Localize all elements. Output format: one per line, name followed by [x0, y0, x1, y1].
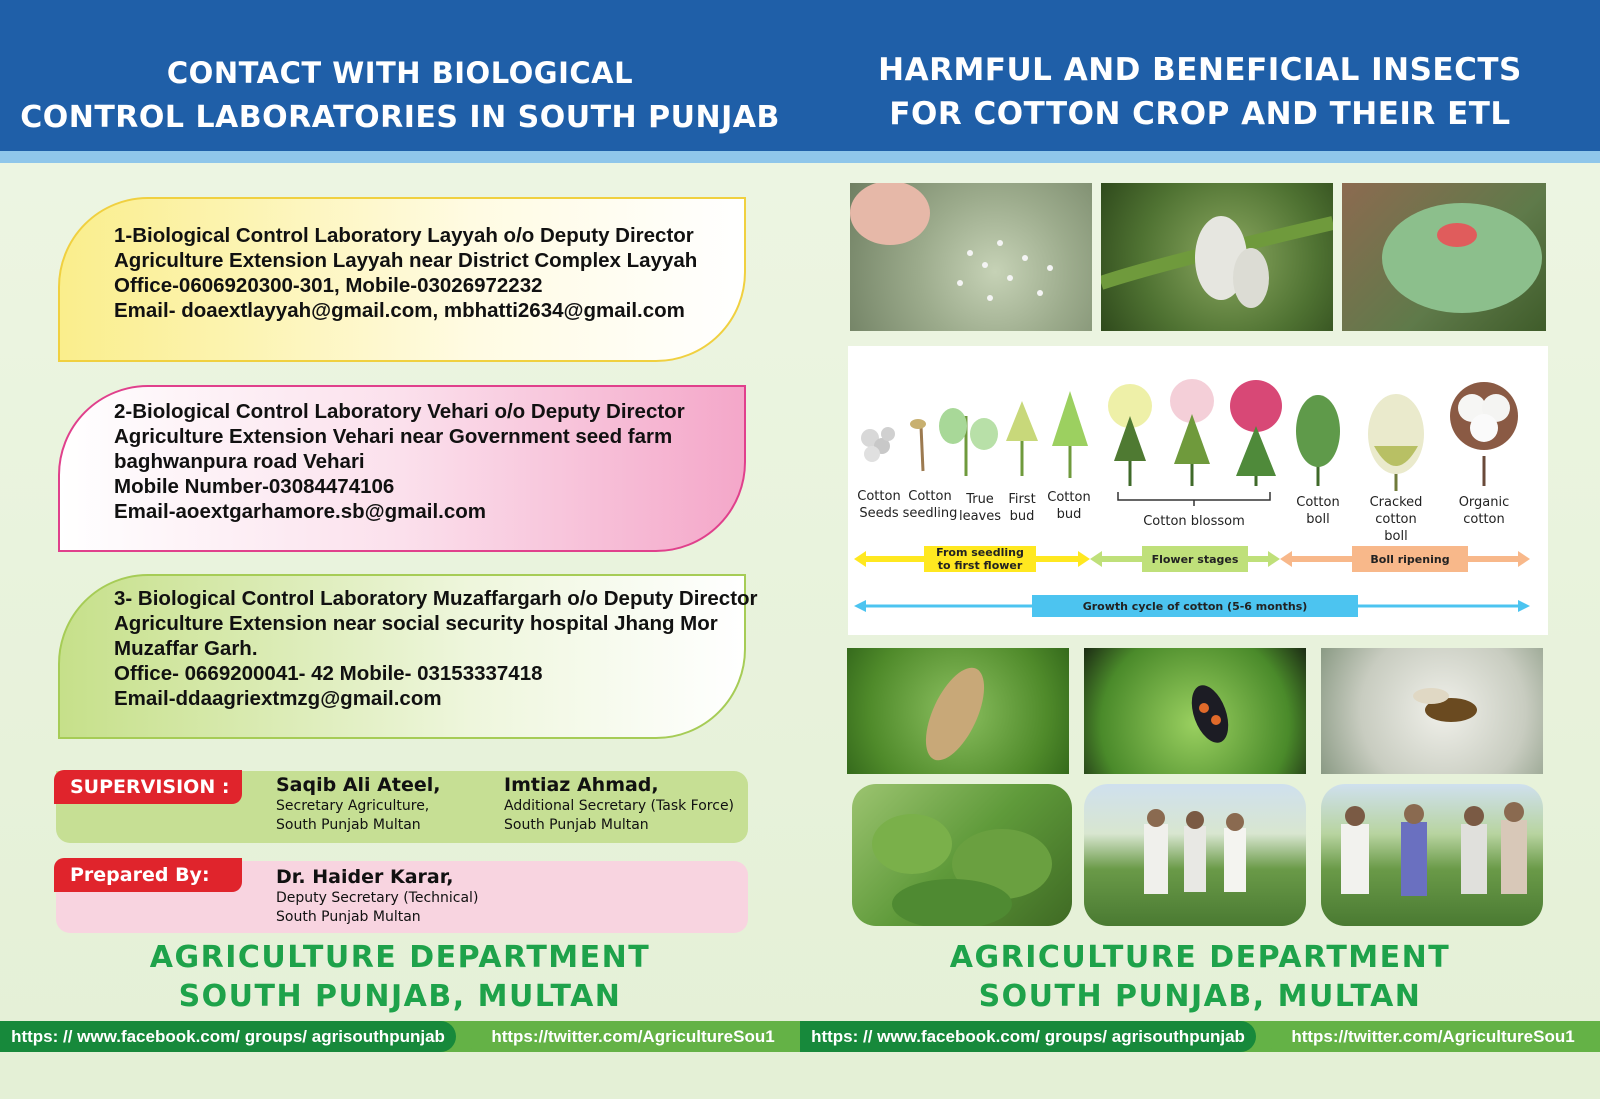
stage-line: True: [966, 492, 994, 507]
organic-cotton-icon: [1450, 382, 1518, 486]
supervisor-secretary: [276, 773, 440, 835]
lab-line: Email-ddaagriextmzg@gmail.com: [114, 687, 442, 710]
first-bud-icon: [1006, 401, 1038, 476]
department-title-line2: SOUTH PUNJAB, MULTAN: [978, 979, 1422, 1014]
lab-line: Agriculture Extension Layyah near District Complex Layyah: [114, 249, 698, 272]
stage-line: bud: [1056, 507, 1082, 522]
blossom-pink-icon: [1170, 379, 1214, 486]
lab-card-muzaffargarh: [58, 574, 758, 739]
ladybird-larva-photo: [1084, 648, 1306, 774]
stage-line: First: [1008, 492, 1036, 507]
supervisor-additional-secretary: [504, 773, 734, 835]
lacewing-illustration: [847, 648, 1069, 774]
lab-line: Agriculture Extension Vehari near Government seed farm: [114, 425, 673, 448]
social-links-bar: [0, 1021, 800, 1052]
header-stripe: [0, 151, 800, 163]
syrphid-illustration: [1321, 648, 1543, 774]
person-title: Additional Secretary (Task Force): [504, 798, 735, 814]
department-title-line1: AGRICULTURE DEPARTMENT: [149, 940, 651, 975]
stage-line: Seeds: [859, 506, 899, 521]
supervision-label: SUPERVISION :: [54, 770, 242, 804]
stage-label-blossom: Cotton blossom: [1143, 514, 1245, 529]
department-title-line2: SOUTH PUNJAB, MULTAN: [178, 979, 622, 1014]
lab-line: Mobile Number-03084474106: [114, 475, 395, 498]
department-title-line1: AGRICULTURE DEPARTMENT: [949, 940, 1451, 975]
cotton-growth-cycle-diagram: [848, 346, 1548, 635]
field-visit-illustration: [1084, 784, 1306, 926]
stage-line: cotton: [1375, 512, 1417, 527]
growth-cycle-label: Growth cycle of cotton (5-6 months): [1032, 595, 1358, 617]
person-name: Dr. Haider Karar,: [276, 866, 454, 888]
person-name: Saqib Ali Ateel,: [276, 774, 441, 796]
lab-line: Muzaffar Garh.: [114, 637, 258, 660]
seedling-band-label: [924, 546, 1036, 572]
left-header-title-line2: CONTROL LABORATORIES IN SOUTH PUNJAB: [20, 100, 780, 135]
social-links-bar: [800, 1021, 1600, 1052]
lab-line: Email- doaextlayyah@gmail.com, mbhatti2634@gmail.com: [114, 299, 685, 322]
blossom-bracket: [848, 492, 1548, 512]
lab-card-vehari: [58, 385, 746, 552]
person-office: South Punjab Multan: [276, 909, 421, 925]
person-name: Imtiaz Ahmad,: [504, 774, 659, 796]
stage-line: Cotton: [1047, 490, 1091, 505]
mealybug-illustration: [1101, 183, 1333, 331]
facebook-link[interactable]: https: // www.facebook.com/ groups/ agrisouthpunjab: [0, 1021, 456, 1052]
stage-line: Organic: [1458, 495, 1510, 510]
lab-card-layyah: [58, 197, 746, 362]
field-inspection-photo: [1321, 784, 1543, 926]
syrphid-fly-photo: [1321, 648, 1543, 774]
lab-line: baghwanpura road Vehari: [114, 450, 365, 473]
lab-line: 3- Biological Control Laboratory Muzaffargarh o/o Deputy Director: [114, 587, 758, 610]
stage-line: boll: [1306, 512, 1330, 527]
lab-line: Office-0606920300-301, Mobile-03026972232: [114, 274, 543, 297]
person-title: Deputy Secretary (Technical): [276, 890, 479, 906]
left-header: [0, 0, 800, 151]
twitter-link[interactable]: https://twitter.com/AgricultureSou1: [1266, 1021, 1600, 1052]
stage-line: leaves: [958, 509, 1002, 524]
blossom-red-icon: [1230, 380, 1282, 486]
facebook-link[interactable]: https: // www.facebook.com/ groups/ agrisouthpunjab: [800, 1021, 1256, 1052]
lab-line: Email-aoextgarhamore.sb@gmail.com: [114, 500, 487, 523]
stage-label-organic: [1448, 494, 1520, 528]
whitefly-on-leaf-photo: [850, 183, 1092, 331]
whitefly-illustration: [850, 183, 1092, 331]
stage-line: boll: [1384, 529, 1408, 544]
person-title: Secretary Agriculture,: [276, 798, 430, 814]
ladybird-larva-illustration: [1084, 648, 1306, 774]
stage-line: bud: [1009, 509, 1035, 524]
field-visit-group-photo: [1084, 784, 1306, 926]
flower-band-label: Flower stages: [1142, 546, 1248, 572]
cracked-boll-icon: [1368, 394, 1424, 491]
bollworm-illustration: [1342, 183, 1546, 331]
field-inspection-illustration: [1321, 784, 1543, 926]
right-header-title-line1: HARMFUL AND BENEFICIAL INSECTS: [878, 52, 1522, 88]
left-header-title-line1: CONTACT WITH BIOLOGICAL: [166, 56, 634, 90]
right-header-title-line2: FOR COTTON CROP AND THEIR ETL: [889, 96, 1511, 132]
cotton-seeds-icon: [861, 427, 895, 462]
header-stripe: [800, 151, 1600, 163]
cotton-plants-illustration: [852, 784, 1072, 926]
true-leaves-icon: [939, 408, 998, 476]
lab-line: 2-Biological Control Laboratory Vehari o/o Deputy Director: [114, 400, 685, 423]
person-office: South Punjab Multan: [504, 817, 649, 833]
lab-line: Office- 0669200041- 42 Mobile- 03153337418: [114, 662, 543, 685]
blossom-yellow-icon: [1108, 384, 1152, 486]
lab-line: Agriculture Extension near social security hospital Jhang Mor: [114, 612, 718, 635]
cotton-bud-icon: [1052, 391, 1088, 478]
stage-line: Cotton: [1296, 495, 1340, 510]
stage-line: Cotton: [857, 489, 901, 504]
right-header: [800, 0, 1600, 151]
stage-line: Cracked: [1369, 495, 1423, 510]
seedling-icon: [910, 419, 926, 471]
lacewing-larva-photo: [847, 648, 1069, 774]
stage-line: cotton: [1463, 512, 1505, 527]
stage-label-cracked-boll: [1362, 494, 1430, 545]
stage-line: seedling: [902, 506, 958, 521]
lab-line: 1-Biological Control Laboratory Layyah o/o Deputy Director: [114, 224, 694, 247]
preparer: [276, 865, 478, 927]
twitter-link[interactable]: https://twitter.com/AgricultureSou1: [466, 1021, 800, 1052]
cotton-field-plants-photo: [852, 784, 1072, 926]
cotton-boll-icon: [1296, 395, 1340, 486]
person-office: South Punjab Multan: [276, 817, 421, 833]
stage-line: Cotton: [908, 489, 952, 504]
band-line: From seedling: [936, 546, 1024, 559]
band-line: to first flower: [937, 559, 1023, 572]
stage-label-boll: [1288, 494, 1348, 528]
pink-bollworm-photo: [1342, 183, 1546, 331]
boll-band-label: Boll ripening: [1352, 546, 1468, 572]
prepared-by-label: Prepared By:: [54, 858, 242, 892]
mealybug-colony-photo: [1101, 183, 1333, 331]
